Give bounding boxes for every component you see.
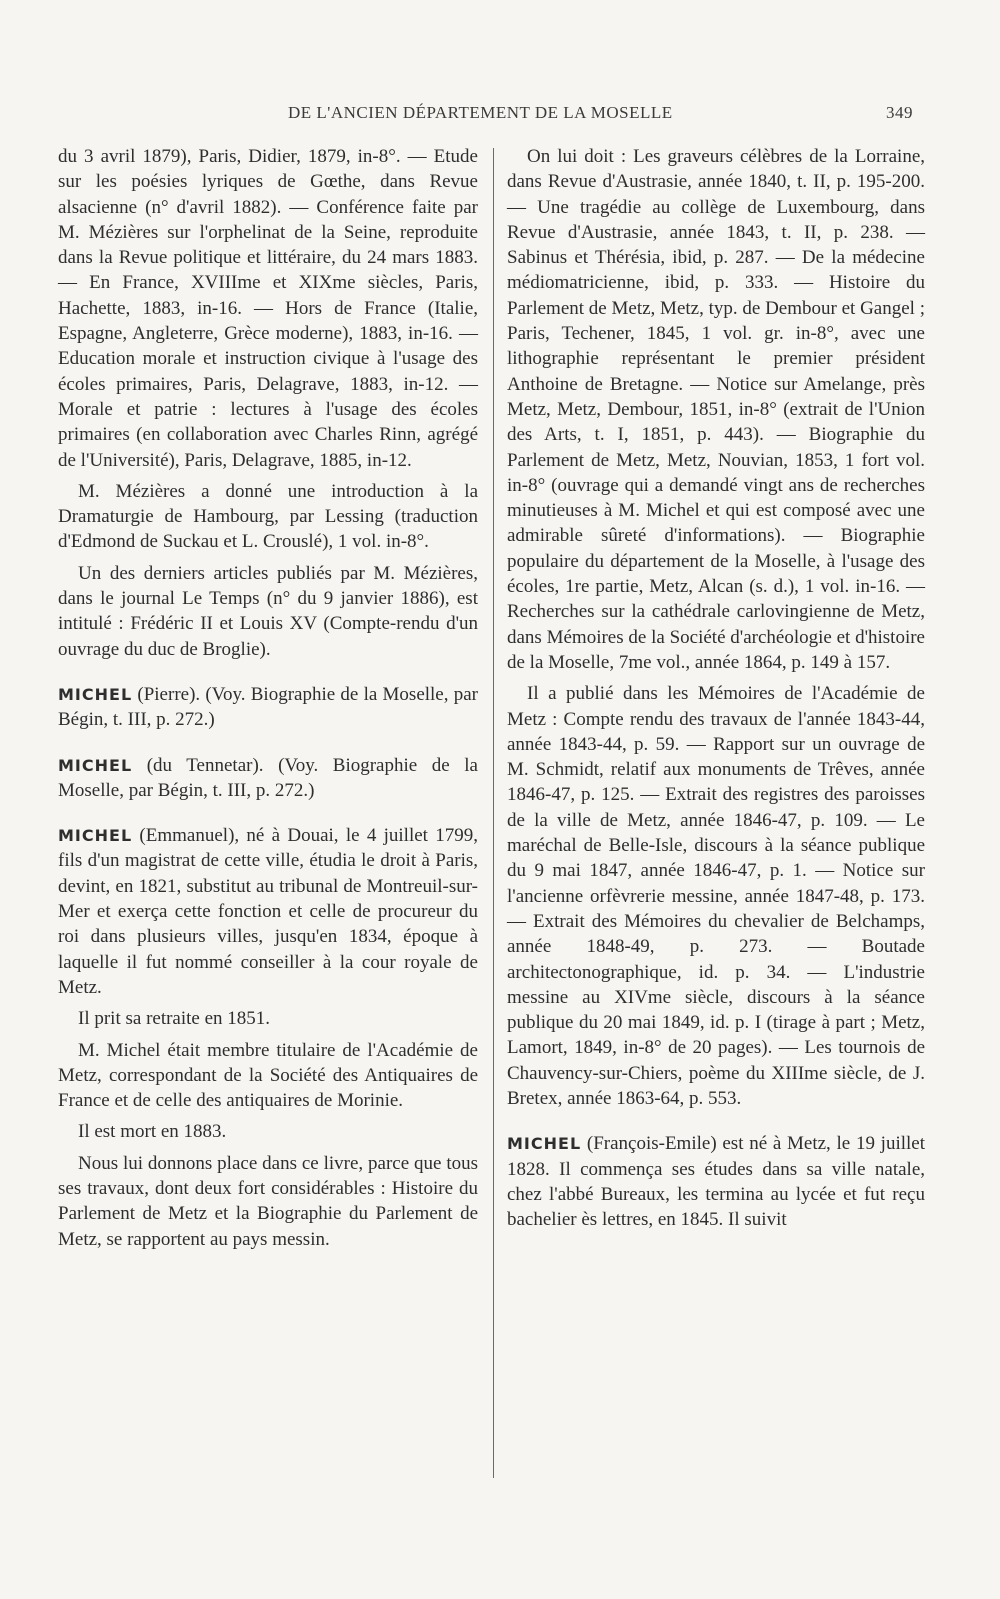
paragraph: Nous lui donnons place dans ce livre, parce que tous ses travaux, dont deux fort considérables : Histoire du Parlement de Metz et la Biographie du Parlement de Metz, se rapportent au pays messin. bbox=[58, 1152, 478, 1250]
paragraph: Il prit sa retraite en 1851. bbox=[78, 1008, 271, 1030]
entry-name: MICHEL bbox=[58, 684, 133, 704]
paragraph: M. Michel était membre titulaire de l'Académie de Metz, correspondant de la Société des Antiquaires de France et de celle des antiquaires de Morinie. bbox=[58, 1039, 478, 1112]
entry-text: (François-Emile) est né à Metz, le 19 juillet 1828. Il commença ses études dans sa ville natale, chez l'abbé Bureaux, les termina au lycée et fut reçu bachelier ès lettres, en 1845. Il suivit bbox=[507, 1133, 925, 1231]
header-title: DE L'ANCIEN DÉPARTEMENT DE LA MOSELLE bbox=[288, 103, 673, 122]
paragraph: Un des derniers articles publiés par M. Mézières, dans le journal Le Temps (n° du 9 janvier 1886), est intitulé : Frédéric II et Louis XV (Compte-rendu d'un ouvrage du duc de Broglie). bbox=[58, 562, 478, 660]
paragraph: M. Mézières a donné une introduction à la Dramaturgie de Hambourg, par Lessing (traduction d'Edmond de Suckau et L. Crouslé), 1 vol. in-8°. bbox=[58, 480, 478, 553]
entry-text: (Pierre). (Voy. Biographie de la Moselle, par Bégin, t. III, p. 272.) bbox=[58, 683, 478, 731]
entry-name: MICHEL bbox=[58, 826, 133, 846]
entry-michel-francois-emile bbox=[507, 1131, 925, 1232]
entry-michel-pierre bbox=[58, 682, 478, 733]
paragraph: Il a publié dans les Mémoires de l'Académie de Metz : Compte rendu des travaux de l'année 1843-44, année 1843-44, p. 59. — Rapport sur un ouvrage de M. Schmidt, relatif aux monuments de Trêves, année 1846-47, p. 125. — Extrait des registres des paroisses de la ville de Metz, année 1846-47, p. 109. — Le maréchal de Belle-Isle, discours à la séance publique du 9 mai 1847, année 1846-47, p. 1. — Notice sur l'ancienne orfèvrerie messine, année 1847-48, p. 173. — Extrait des Mémoires du chevalier de Belchamps, année 1848-49, p. 273. — Boutade architectonographique, id. p. 34. — L'industrie messine au XIVme siècle, discours à la séance publique du 20 mai 1849, id. p. I (tirage à part ; Metz, Lamort, 1849, in-8° de 20 pages). — Les tournois de Chauvency-sur-Chiers, poème du XIIIme siècle, de J. Bretex, année 1863-64, p. 553. bbox=[507, 683, 925, 1109]
entry-name: MICHEL bbox=[507, 1134, 582, 1154]
entry-text: (Emmanuel), né à Douai, le 4 juillet 1799, fils d'un magistrat de cette ville, étudia le droit à Paris, devint, en 1821, substitut au tribunal de Montreuil-sur-Mer et exerça cette fonction et celle de procureur du roi dans plusieurs villes, jusqu'en 1834, époque à laquelle il fut nommé conseiller à la cour royale de Metz. bbox=[58, 825, 478, 998]
running-header bbox=[0, 103, 1000, 127]
column-divider bbox=[493, 148, 494, 1478]
page-number: 349 bbox=[886, 103, 913, 122]
entry-text: (du Tennetar). (Voy. Biographie de la Moselle, par Bégin, t. III, p. 272.) bbox=[58, 754, 478, 801]
left-column bbox=[58, 144, 478, 1258]
entry-michel-tennetar bbox=[58, 753, 478, 804]
paragraph: du 3 avril 1879), Paris, Didier, 1879, in-8°. — Etude sur les poésies lyriques de Gœthe, dans Revue alsacienne (n° d'avril 1882). — Conférence faite par M. Mézières sur l'orphelinat de la Seine, reproduite dans la Revue politique et littéraire, du 24 mars 1883. — En France, XVIIIme et XIXme siècles, Paris, Hachette, 1883, in-16. — Hors de France (Italie, Espagne, Angleterre, Grèce moderne), 1883, in-16. — Education morale et instruction civique à l'usage des écoles primaires, Paris, Delagrave, 1883, in-12. — Morale et patrie : lectures à l'usage des écoles primaires (en collaboration avec Charles Rinn, agrégé de l'Université), Paris, Delagrave, 1885, in-12. bbox=[58, 146, 478, 471]
right-column bbox=[507, 144, 925, 1238]
paragraph: Il est mort en 1883. bbox=[78, 1121, 227, 1143]
paragraph: On lui doit : Les graveurs célèbres de la Lorraine, dans Revue d'Austrasie, année 1840, t. II, p. 195-200. — Une tragédie au collège de Luxembourg, dans Revue d'Austrasie, année 1843, t. II, p. 238. — Sabinus et Thérésia, ibid, p. 287. — De la médecine médiomatricienne, ibid, p. 333. — Histoire du Parlement de Metz, Metz, typ. de Dembour et Gangel ; Paris, Techener, 1845, 1 vol. gr. in-8°, avec une lithographie représentant le premier président Anthoine de Bretagne. — Notice sur Amelange, près Metz, Metz, Dembour, 1851, in-8° (extrait de l'Union des Arts, t. I, 1851, p. 443). — Biographie du Parlement de Metz, Metz, Nouvian, 1853, 1 fort vol. in-8° (ouvrage qui a demandé vingt ans de recherches minutieuses à M. Michel et qui est composé avec une admirable sûreté d'informations). — Biographie populaire du département de la Moselle, à l'usage des écoles, 1re partie, Metz, Alcan (s. d.), 1 vol. in-16. — Recherches sur la cathédrale carlovingienne de Metz, dans Mémoires de la Société d'archéologie et d'histoire de la Moselle, 7me vol., année 1864, p. 149 à 157. bbox=[507, 146, 925, 673]
entry-michel-emmanuel bbox=[58, 823, 478, 1000]
entry-name: MICHEL bbox=[58, 755, 133, 775]
